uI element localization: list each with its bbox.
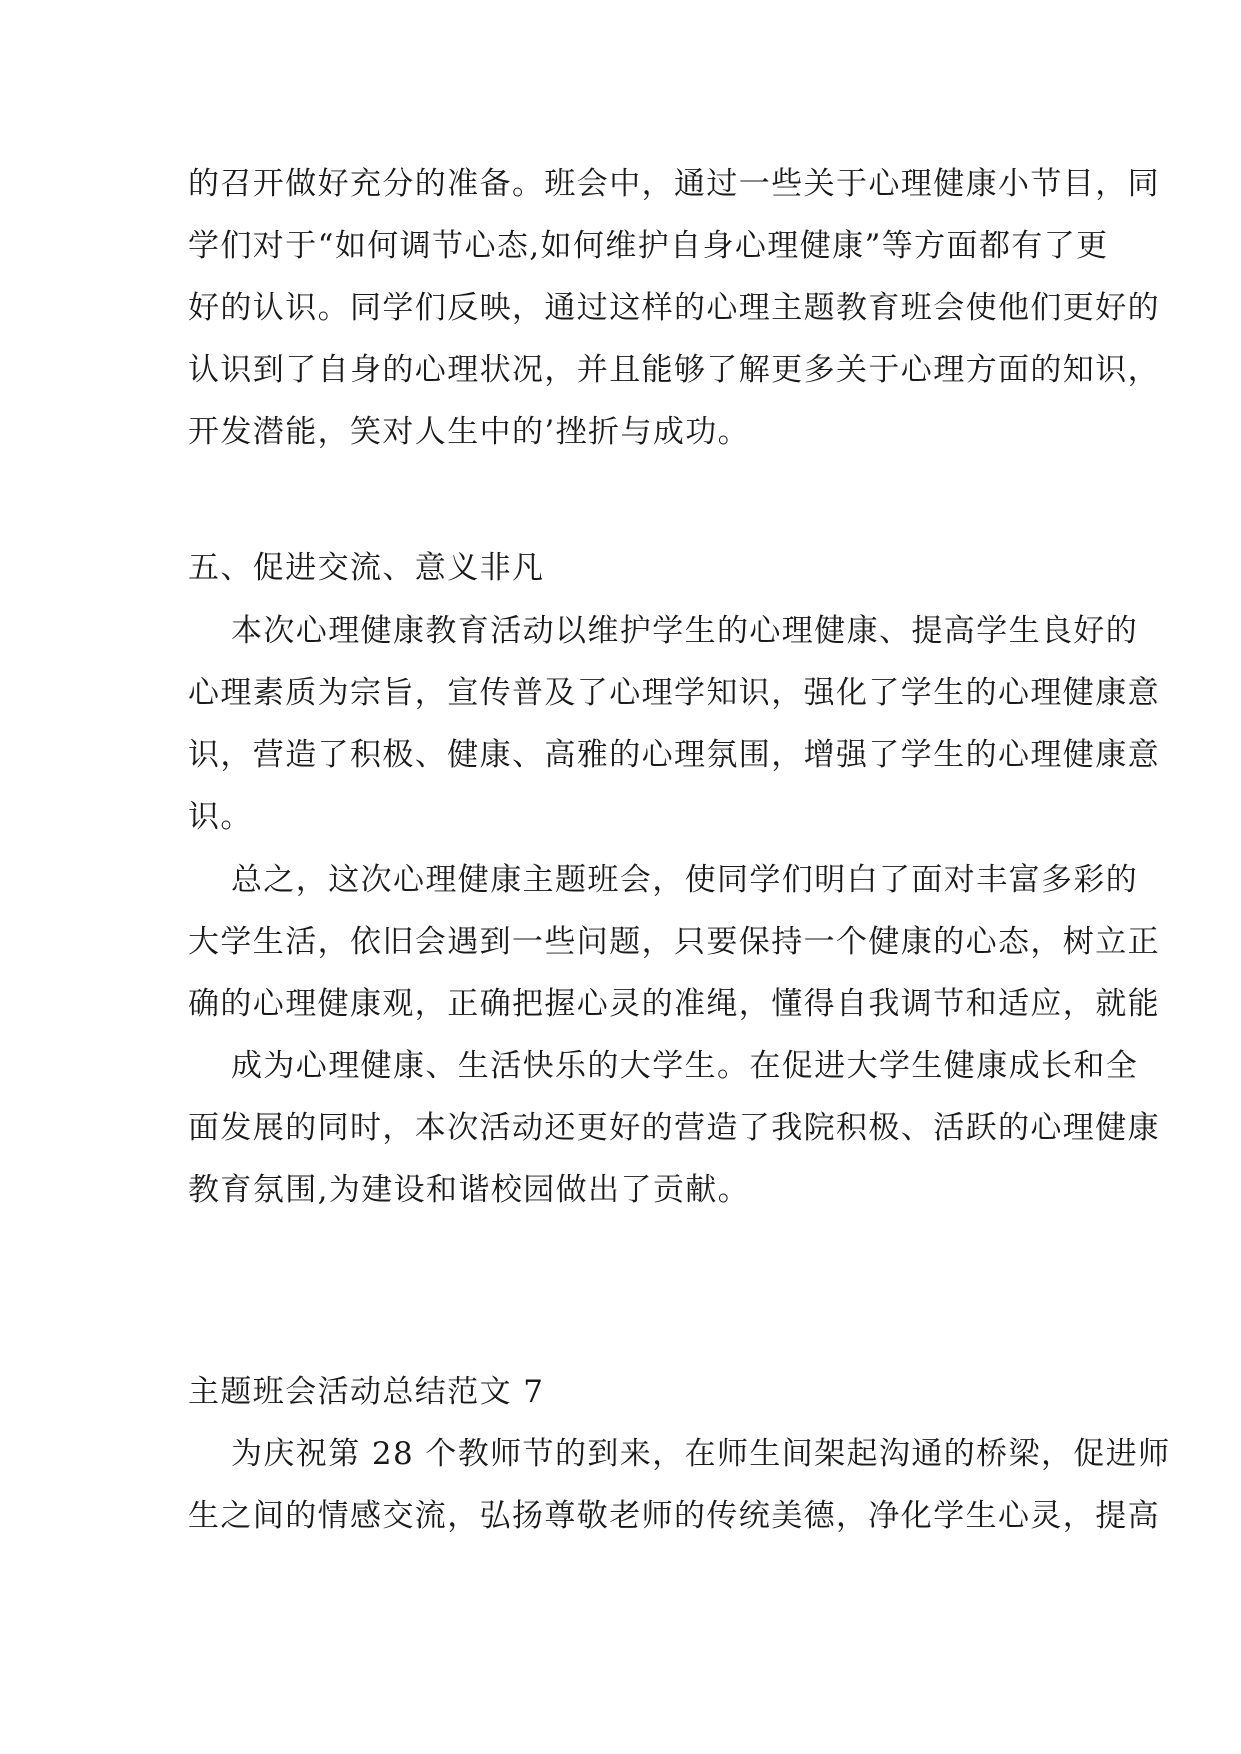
paragraph-line: 生之间的情感交流，弘扬尊敬老师的传统美德，净化学生心灵，提高 — [188, 1498, 1160, 1534]
paragraph-line: 识，营造了积极、健康、高雅的心理氛围，增强了学生的心理健康意 — [188, 737, 1160, 773]
section-heading: 五、促进交流、意义非凡 — [188, 550, 545, 586]
paragraph-line: 的召开做好充分的准备。班会中，通过一些关于心理健康小节目，同 — [188, 166, 1160, 202]
paragraph-line: 识。 — [188, 799, 253, 835]
paragraph-line: 教育氛围,为建设和谐校园做出了贡献。 — [188, 1172, 751, 1208]
paragraph-line: 成为心理健康、生活快乐的大学生。在促进大学生健康成长和全 — [231, 1048, 1139, 1084]
paragraph-line: 开发潜能，笑对人生中的’挫折与成功。 — [188, 414, 751, 450]
paragraph-line: 总之，这次心理健康主题班会，使同学们明白了面对丰富多彩的 — [231, 862, 1139, 898]
paragraph-line: 学们对于“如何调节心态,如何维护自身心理健康”等方面都有了更 — [188, 228, 1109, 264]
paragraph-line: 大学生活，依旧会遇到一些问题，只要保持一个健康的心态，树立正 — [188, 924, 1160, 960]
paragraph-line: 认识到了自身的心理状况，并且能够了解更多关于心理方面的知识， — [188, 352, 1160, 388]
paragraph-line: 好的认识。同学们反映，通过这样的心理主题教育班会使他们更好的 — [188, 290, 1160, 326]
paragraph-line: 确的心理健康观，正确把握心灵的准绳，懂得自我调节和适应，就能 — [188, 986, 1160, 1022]
section-title: 主题班会活动总结范文 7 — [188, 1374, 545, 1410]
paragraph-line: 本次心理健康教育活动以维护学生的心理健康、提高学生良好的 — [231, 613, 1139, 649]
paragraph-line: 面发展的同时，本次活动还更好的营造了我院积极、活跃的心理健康 — [188, 1110, 1160, 1146]
paragraph-line: 为庆祝第 28 个教师节的到来，在师生间架起沟通的桥梁，促进师 — [231, 1436, 1171, 1472]
paragraph-line: 心理素质为宗旨，宣传普及了心理学知识，强化了学生的心理健康意 — [188, 675, 1160, 711]
